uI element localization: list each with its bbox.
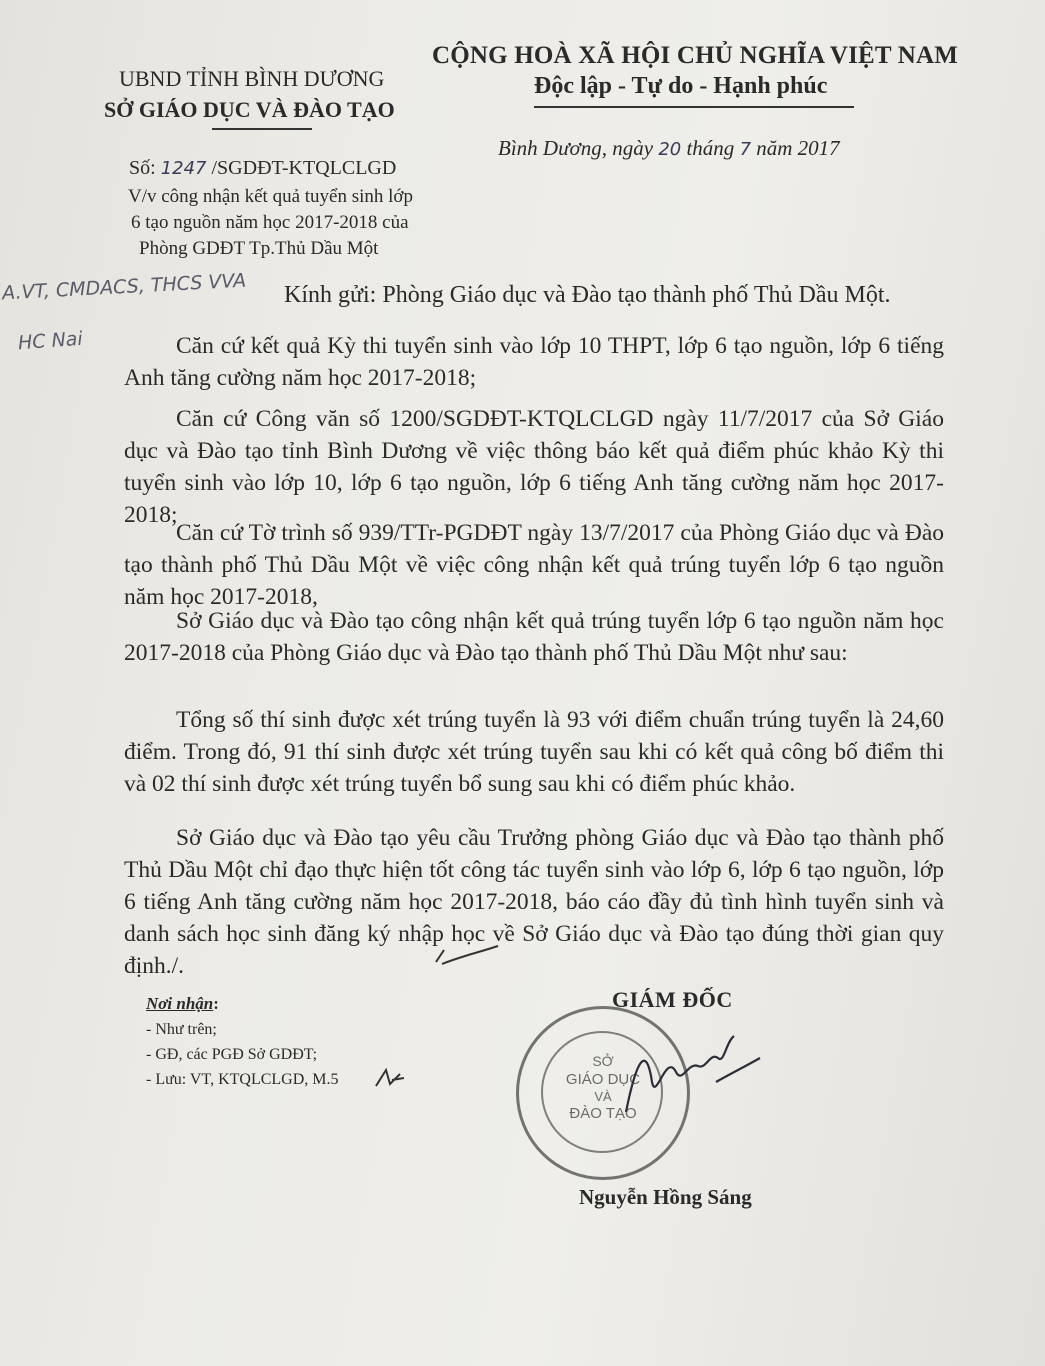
summary-line-2: 6 tạo nguồn năm học 2017-2018 của [131,212,409,233]
signer-title: GIÁM ĐỐC [612,987,733,1012]
body-paragraph-3 [124,517,944,613]
recipient-item-3: - Lưu: VT, KTQLCLGD, M.5 [146,1071,339,1088]
motto: Độc lập - Tự do - Hạnh phúc [534,73,828,99]
org-name: SỞ GIÁO DỤC VÀ ĐÀO TẠO [104,97,395,122]
handwritten-note-2: HC Nai [17,327,84,355]
body-p2-text: Căn cứ Công văn số 1200/SGDĐT-KTQLCLGD ngày 11/7/2017 của Sở Giáo dục và Đào tạo tỉnh Bình Dương về việc thông báo kết quả điểm phúc khảo Kỳ thi tuyển sinh vào lớp 10, lớp 6 tạo nguồn, lớp 6 tiếng Anh tăng cường năm học 2017-2018; [124,406,944,528]
seal-text-1: SỞ [592,1053,614,1069]
recipients-title [146,994,219,1014]
date-day: 20 [658,139,682,160]
date-month: 7 [739,139,752,160]
seal-text-4: ĐÀO TẠO [569,1105,637,1122]
initials-scribble-icon [372,1066,408,1090]
seal-text-3: VÀ [594,1089,612,1104]
summary-line-1: V/v công nhận kết quả tuyển sinh lớp [128,186,413,207]
document-date [498,136,840,161]
summary-line-3: Phòng GDĐT Tp.Thủ Dầu Một [139,238,379,259]
body-paragraph-6 [124,822,944,982]
recipients-title-colon: : [213,994,219,1013]
document-number [129,157,396,180]
org-underline [212,128,312,130]
date-month-label: tháng [681,136,740,160]
recipient-item-2: - GĐ, các PGĐ Sở GDĐT; [146,1046,318,1063]
number-code: /SGDĐT-KTQLCLGD [206,157,397,179]
handwritten-signature-icon [606,1022,766,1132]
body-paragraph-1 [124,330,944,394]
seal-text-2: GIÁO DỤC [565,1071,641,1088]
body-p5-text: Tổng số thí sinh được xét trúng tuyển là 93 với điểm chuẩn trúng tuyển là 24,60 điểm. Trong đó, 91 thí sinh được xét trúng tuyển sau khi có kết quả công bố điểm thi và 02 thí sinh được xét trúng tuyển bổ sung sau khi có điểm phúc khảo. [124,707,944,797]
body-p4-text: Sở Giáo dục và Đào tạo công nhận kết quả trúng tuyển lớp 6 tạo nguồn năm học 2017-2018 của Phòng Giáo dục và Đào tạo thành phố Thủ Dầu Một như sau: [124,608,944,666]
body-paragraph-5 [124,704,944,800]
number-prefix: Số: [129,157,161,179]
signer-name: Nguyễn Hồng Sáng [579,1185,752,1209]
body-p3-text: Căn cứ Tờ trình số 939/TTr-PGDĐT ngày 13/7/2017 của Phòng Giáo dục và Đào tạo thành phố Thủ Dầu Một về việc công nhận kết quả trúng tuyển lớp 6 tạo nguồn năm học 2017-2018, [124,520,944,610]
handwritten-distribution-note: A.VT, CMDACS, THCS VVA [1,269,247,305]
nation-title: CỘNG HOÀ XÃ HỘI CHỦ NGHĨA VIỆT NAM [432,42,959,69]
org-parent: UBND TỈNH BÌNH DƯƠNG [119,66,385,91]
number-handwritten: 1247 [160,158,207,179]
body-p1-text: Căn cứ kết quả Kỳ thi tuyển sinh vào lớp 10 THPT, lớp 6 tạo nguồn, lớp 6 tiếng Anh tăng cường năm học 2017-2018; [124,333,944,391]
recipients-title-text: Nơi nhận [146,994,214,1013]
date-place: Bình Dương, ngày [498,136,659,160]
check-scribble-icon [432,940,502,970]
motto-underline [534,106,854,108]
body-paragraph-2 [124,403,944,531]
body-paragraph-4 [124,605,944,669]
recipient-line: Kính gửi: Phòng Giáo dục và Đào tạo thành phố Thủ Dầu Một. [284,282,891,308]
date-year: năm 2017 [751,136,840,160]
body-p6-text: Sở Giáo dục và Đào tạo yêu cầu Trưởng phòng Giáo dục và Đào tạo thành phố Thủ Dầu Một chỉ đạo thực hiện tốt công tác tuyển sinh vào lớp 6, lớp 6 tạo nguồn, lớp 6 tiếng Anh tăng cường năm học 2017-2018, báo cáo đầy đủ tình hình tuyển sinh và danh sách học sinh đăng ký nhập học về Sở Giáo dục và Đào tạo đúng thời gian quy định./. [124,825,944,979]
recipient-item-1: - Như trên; [146,1021,217,1038]
